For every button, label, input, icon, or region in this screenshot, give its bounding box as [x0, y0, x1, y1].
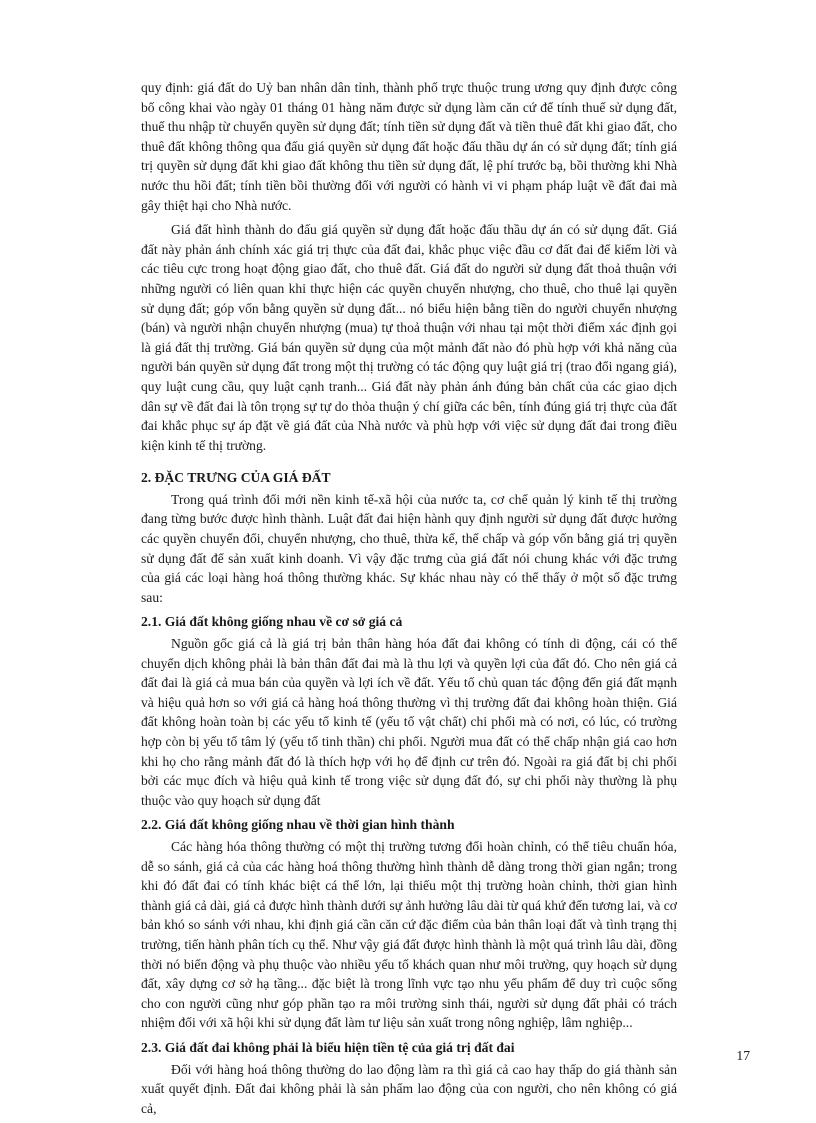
page-number: 17	[736, 1048, 750, 1063]
paragraph-continuation: quy định: giá đất do Uỷ ban nhân dân tỉnh, thành phố trực thuộc trung ương quy định được công bố công khai vào ngày 01 tháng 01 hàng năm được sử dụng làm căn cứ để tính thuế sử dụng đất, thuế thu nhập từ chuyển quyền sử dụng đất; tính tiền sử dụng đất và tiền thuê đất khi giao đất, cho thuê đất không thông qua đấu giá quyền sử dụng đất hoặc đấu thầu dự án có sử dụng đất; tính giá trị quyền sử dụng đất khi giao đất không thu tiền sử dụng đất, lệ phí trước bạ, bồi thường khi Nhà nước thu hồi đất; tính tiền bồi thường đối với người có hành vi vi phạm pháp luật về đất đai mà gây thiệt hại cho Nhà nước.	[141, 80, 677, 213]
page-content	[141, 78, 677, 1123]
section-heading-2-2: 2.2. Giá đất không giống nhau về thời gian hình thành	[141, 817, 455, 833]
paragraph-land-price-auction: Giá đất hình thành do đấu giá quyền sử dụng đất hoặc đấu thầu dự án có sử dụng đất. Giá đất này phản ánh chính xác giá trị thực của đất đai, khắc phục việc đầu cơ đất đai để kiếm lời và các tiêu cực trong hoạt động giao đất, cho thuê đất. Giá đất do người sử dụng đất thoả thuận với những người có liên quan khi thực hiện các quyền chuyển nhượng, cho thuê, cho thuê lại quyền sử dụng đất; góp vốn bằng quyền sử dụng đất... nó biểu hiện bằng tiền do người chuyển nhượng (bán) và người nhận chuyển nhượng (mua) tự thoả thuận với nhau tại một thời điểm xác định gọi là giá đất thị trường. Giá bán quyền sử dụng của một mảnh đất nào đó phù hợp với khả năng của người bán quyền sử dụng đất trong một thị trường có tác động quy luật giá trị (trao đổi ngang giá), quy luật cung cầu, quy luật cạnh tranh... Giá đất này phản ánh đúng bản chất của các giao dịch dân sự về đất đai là tôn trọng sự tự do thỏa thuận ý chí giữa các bên, tính đúng giá trị thực của đất đai khắc phục sự áp đặt về giá đất của Nhà nước và phù hợp với việc sử dụng đất đai trong điều kiện kinh tế thị trường.	[141, 222, 677, 453]
section-heading-2-1: 2.1. Giá đất không giống nhau về cơ sở giá cả	[141, 614, 403, 630]
section-2-2-paragraph: Các hàng hóa thông thường có một thị trường tương đối hoàn chỉnh, có thể tiêu chuẩn hóa, dễ so sánh, giá cả của các hàng hoá thông thường hình thành dễ dàng trong thời gian ngắn; trong khi đó đất đai có tính khác biệt cá thể lớn, lại thiếu một thị trường hoàn chỉnh, thời gian hình thành giá cả dài, giá cả được hình thành dưới sự ảnh hưởng lâu dài từ quá khứ đến tương lai, và cơ bản khó so sánh với nhau, khi định giá cần căn cứ đặc điểm của bản thân loại đất và tình trạng thị trường, tiến hành phân tích cụ thể. Như vậy giá đất được hình thành là một quá trình lâu dài, đồng thời nó biến động và phụ thuộc vào nhiều yếu tố khách quan như môi trường, quy hoạch sử dụng đất, xây dựng cơ sở hạ tầng... đặc biệt là trong lĩnh vực tạo nhu yếu phẩm để duy trì cuộc sống cho con người cũng như góp phần tạo ra môi trường sinh thái, người sử dụng đất phải có trách nhiệm đối với xã hội khi sử dụng đất làm tư liệu sản xuất trong nông nghiệp, lâm nghiệp...	[141, 838, 677, 1031]
section-2-3-paragraph: Đối với hàng hoá thông thường do lao động làm ra thì giá cả cao hay thấp do giá thành sản xuất quyết định. Đất đai không phải là sản phẩm lao động của con người, cho nên không có giá cả,	[141, 1061, 677, 1116]
section-heading-2-3: 2.3. Giá đất đai không phải là biểu hiện tiền tệ của giá trị đất đai	[141, 1039, 515, 1055]
section-heading-2: 2. ĐẶC TRƯNG CỦA GIÁ ĐẤT	[141, 470, 331, 486]
section-2-1-paragraph: Nguồn gốc giá cả là giá trị bản thân hàng hóa đất đai không có tính di động, cái có thể chuyển dịch không phải là bản thân đất đai mà là thu lợi và quyền lợi của đất đó. Cho nên giá cả đất đai là giá cả mua bán của quyền và lợi ích về đất. Yếu tố chủ quan tác động đến giá đất mạnh và hiệu quả hơn so với giá cả hàng hoá thông thường vì thị trường đất đai không hoàn thiện. Giá đất không hoàn toàn bị các yếu tố kinh tế (yếu tố vật chất) chi phối mà có nơi, có lúc, có trường hợp còn bị yếu tố tâm lý (yếu tố tinh thần) chi phối. Người mua đất có thể chấp nhận giá cao hơn khi họ cho rằng mảnh đất đó là thích hợp với họ để định cư trên đó. Ngoài ra giá đất bị chi phối bởi các mục đích và hiệu quả kinh tế trong việc sử dụng đất đó, sự chi phối này thường là phụ thuộc vào quy hoạch sử dụng đất	[141, 636, 677, 808]
section-2-paragraph: Trong quá trình đổi mới nền kinh tế-xã hội của nước ta, cơ chế quản lý kinh tế thị trường đang từng bước được hình thành. Luật đất đai hiện hành quy định người sử dụng đất được hưởng các quyền chuyển đổi, chuyển nhượng, cho thuê, thừa kế, thế chấp và góp vốn bằng giá trị quyền sử dụng đất để sản xuất kinh doanh. Vì vậy đặc trưng của giá đất nói chung khác với đặc trưng của giá các loại hàng hoá thông thường khác. Sự khác nhau này có thể thấy ở một số đặc trưng sau:	[141, 491, 677, 605]
